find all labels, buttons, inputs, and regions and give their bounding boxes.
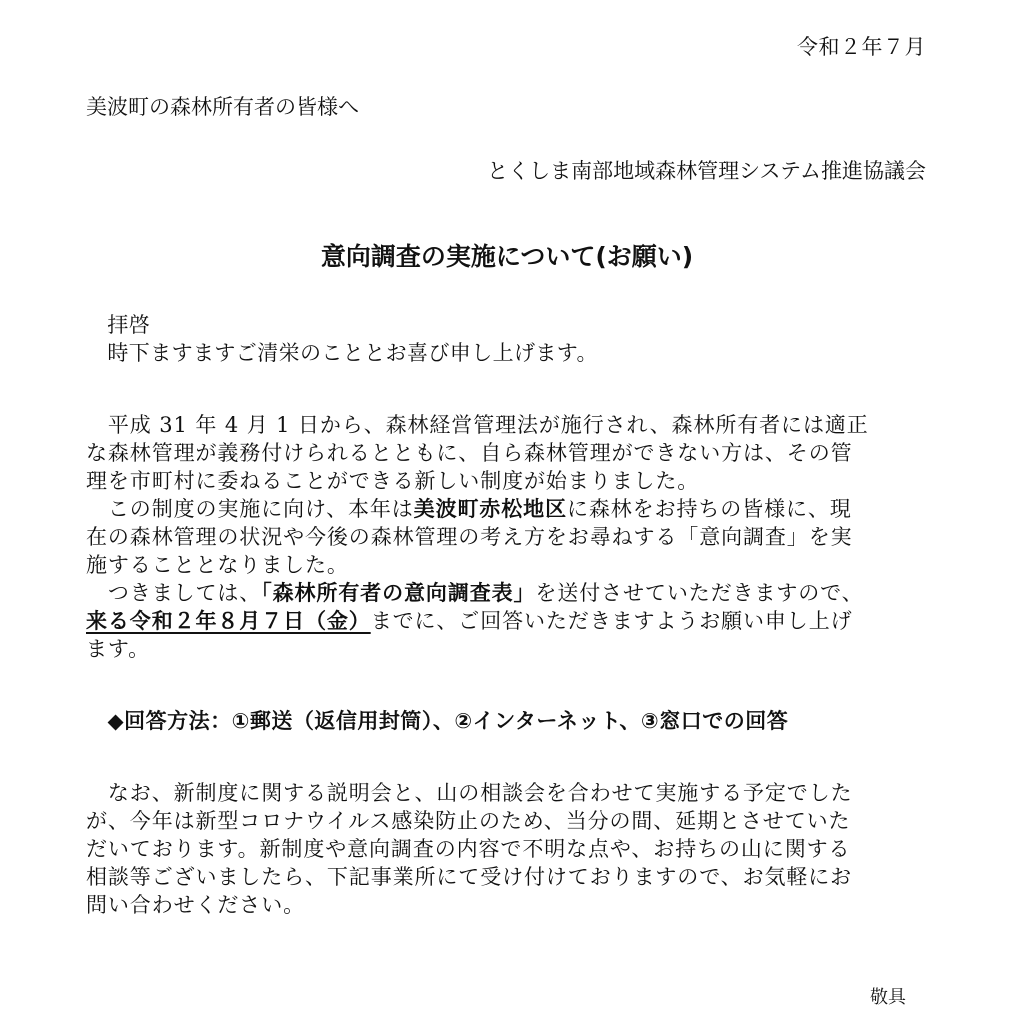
paragraph-line: 施することとなりました。 — [86, 553, 349, 577]
paragraph-line: なお、新制度に関する説明会と、山の相談会を合わせて実施する予定でした — [107, 781, 853, 805]
paragraph-line: な森林管理が義務付けられるとともに、自ら森林管理ができない方は、その管 — [86, 441, 853, 465]
paragraph-line: 来る令和２年８月７日（金）までに、ご回答いただきますようお願い申し上げ — [86, 609, 853, 633]
paragraph-line: 理を市町村に委ねることができる新しい制度が始まりました。 — [86, 469, 700, 493]
greeting-opening: 拝啓 — [107, 313, 151, 337]
paragraph-4 — [86, 779, 928, 919]
paragraph-line: だいております。新制度や意向調査の内容で不明な点や、お持ちの山に関する — [86, 837, 851, 861]
paragraph-line: 平成 31 年 4 月 1 日から、森林経営管理法が施行され、森林所有者には適正 — [107, 413, 869, 437]
response-deadline: 来る令和２年８月７日（金） — [86, 609, 371, 633]
greeting-seasonal: 時下ますますご清栄のこととお喜び申し上げます。 — [107, 341, 598, 365]
paragraph-1 — [86, 411, 928, 495]
document-title: 意向調査の実施について(お願い) — [320, 242, 694, 271]
paragraph-3 — [86, 579, 928, 663]
paragraph-line: 問い合わせください。 — [86, 893, 305, 917]
paragraph-2 — [86, 495, 928, 579]
paragraph-line: 相談等ございましたら、下記事業所にて受け付けておりますので、お気軽にお — [86, 865, 853, 889]
spacer — [86, 389, 928, 411]
paragraph-line: が、今年は新型コロナウイルス感染防止のため、当分の間、延期とさせていた — [86, 809, 851, 833]
response-method: ◆回答方法：①郵送（返信用封筒）、②インターネット、③窓口での回答 — [107, 709, 789, 733]
paragraph-line: ます。 — [86, 637, 151, 661]
paragraph-line: 在の森林管理の状況や今後の森林管理の考え方をお尋ねする「意向調査」を実 — [86, 525, 853, 549]
document-date: 令和２年７月 — [797, 35, 926, 59]
closing-phrase: 敬具 — [870, 987, 906, 1008]
spacer — [86, 663, 928, 685]
survey-form-name: 「森林所有者の意向調査表」 — [261, 581, 536, 605]
paragraph-line: つきましては、「森林所有者の意向調査表」を送付させていただきますので、 — [107, 581, 864, 605]
paragraph-line: この制度の実施に向け、本年は美波町赤松地区に森林をお持ちの皆様に、現 — [107, 497, 852, 521]
addressee: 美波町の森林所有者の皆様へ — [86, 95, 359, 119]
spacer — [86, 367, 928, 389]
target-district: 美波町赤松地区 — [413, 497, 567, 521]
sender-organization: とくしま南部地域森林管理システム推進協議会 — [487, 159, 926, 183]
spacer — [86, 757, 928, 779]
spacer — [86, 735, 928, 757]
spacer — [86, 685, 928, 707]
letter-body — [86, 311, 928, 919]
